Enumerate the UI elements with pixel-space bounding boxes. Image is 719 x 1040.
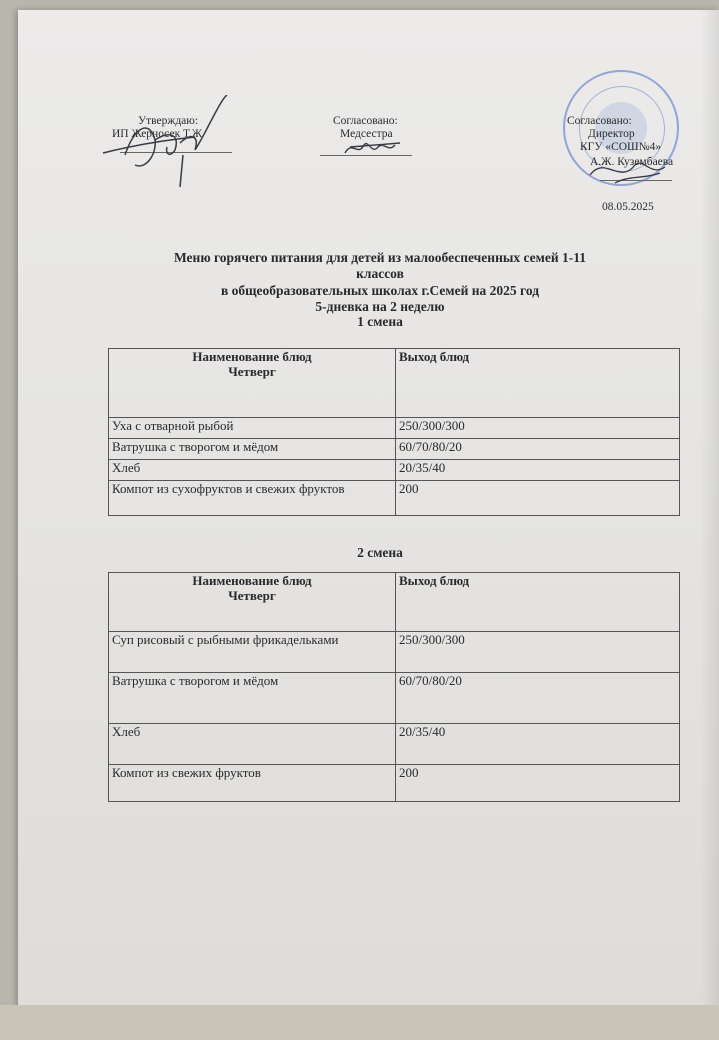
table-row — [109, 418, 680, 439]
title-line-3: в общеобразовательных школах г.Семей на 2025 год — [220, 283, 540, 298]
dish-cell: Уха с отварной рыбой — [109, 418, 396, 439]
approval-right-line4: А.Ж. Кузембаева — [590, 156, 674, 168]
output-cell: 20/35/40 — [396, 724, 680, 765]
dish-cell: Компот из сухофруктов и свежих фруктов — [109, 481, 396, 516]
dish-cell: Компот из свежих фруктов — [109, 765, 396, 802]
title-line-2: классов — [356, 266, 404, 281]
signature-middle — [340, 135, 410, 160]
header-dish-label: Наименование блюд — [192, 349, 312, 364]
header-dish-label: Наименование блюд — [192, 573, 312, 588]
table-surface — [0, 1005, 719, 1040]
output-cell: 200 — [396, 481, 680, 516]
menu-table-shift-1 — [108, 348, 680, 516]
menu-table-shift-2 — [108, 572, 680, 802]
table-row — [109, 632, 680, 673]
output-cell: 250/300/300 — [396, 632, 680, 673]
table-row — [109, 439, 680, 460]
approval-right-line2: Директор — [588, 128, 635, 140]
approval-middle-line2: Медсестра — [340, 128, 393, 140]
output-cell: 60/70/80/20 — [396, 439, 680, 460]
output-cell: 60/70/80/20 — [396, 673, 680, 724]
table-row — [109, 481, 680, 516]
approval-left-line2: ИП Жерносек Т.Ж — [112, 128, 203, 140]
table-header-row — [109, 349, 680, 418]
header-day-label: Четверг — [228, 364, 276, 379]
approval-left-line1: Утверждаю: — [138, 115, 199, 127]
dish-cell: Хлеб — [109, 724, 396, 765]
document-date: 08.05.2025 — [602, 201, 654, 213]
header-day-label: Четверг — [228, 588, 276, 603]
output-cell: 200 — [396, 765, 680, 802]
header-dish-name — [109, 573, 396, 632]
title-line-4: 5-дневка на 2 неделю — [315, 299, 445, 314]
header-dish-name — [109, 349, 396, 418]
table-row — [109, 724, 680, 765]
page-edge-shadow — [700, 10, 719, 1010]
output-cell: 250/300/300 — [396, 418, 680, 439]
shift-2-heading: 2 смена — [357, 545, 403, 560]
dish-cell: Ватрушка с творогом и мёдом — [109, 439, 396, 460]
dish-cell: Ватрушка с творогом и мёдом — [109, 673, 396, 724]
table-row — [109, 673, 680, 724]
dish-cell: Хлеб — [109, 460, 396, 481]
title-line-1: Меню горячего питания для детей из малообеспеченных семей 1-11 — [173, 250, 587, 265]
header-output: Выход блюд — [396, 349, 680, 418]
dish-cell: Суп рисовый с рыбными фрикадельками — [109, 632, 396, 673]
table-header-row — [109, 573, 680, 632]
signature-left — [95, 95, 235, 190]
header-output: Выход блюд — [396, 573, 680, 632]
table-row — [109, 460, 680, 481]
signature-right — [585, 145, 675, 190]
approval-right-line3: КГУ «СОШ№4» — [580, 141, 662, 153]
output-cell: 20/35/40 — [396, 460, 680, 481]
approval-right-line1: Согласовано: — [567, 115, 632, 127]
approval-middle-line1: Согласовано: — [333, 115, 398, 127]
table-row — [109, 765, 680, 802]
shift-1-heading: 1 смена — [357, 314, 403, 329]
